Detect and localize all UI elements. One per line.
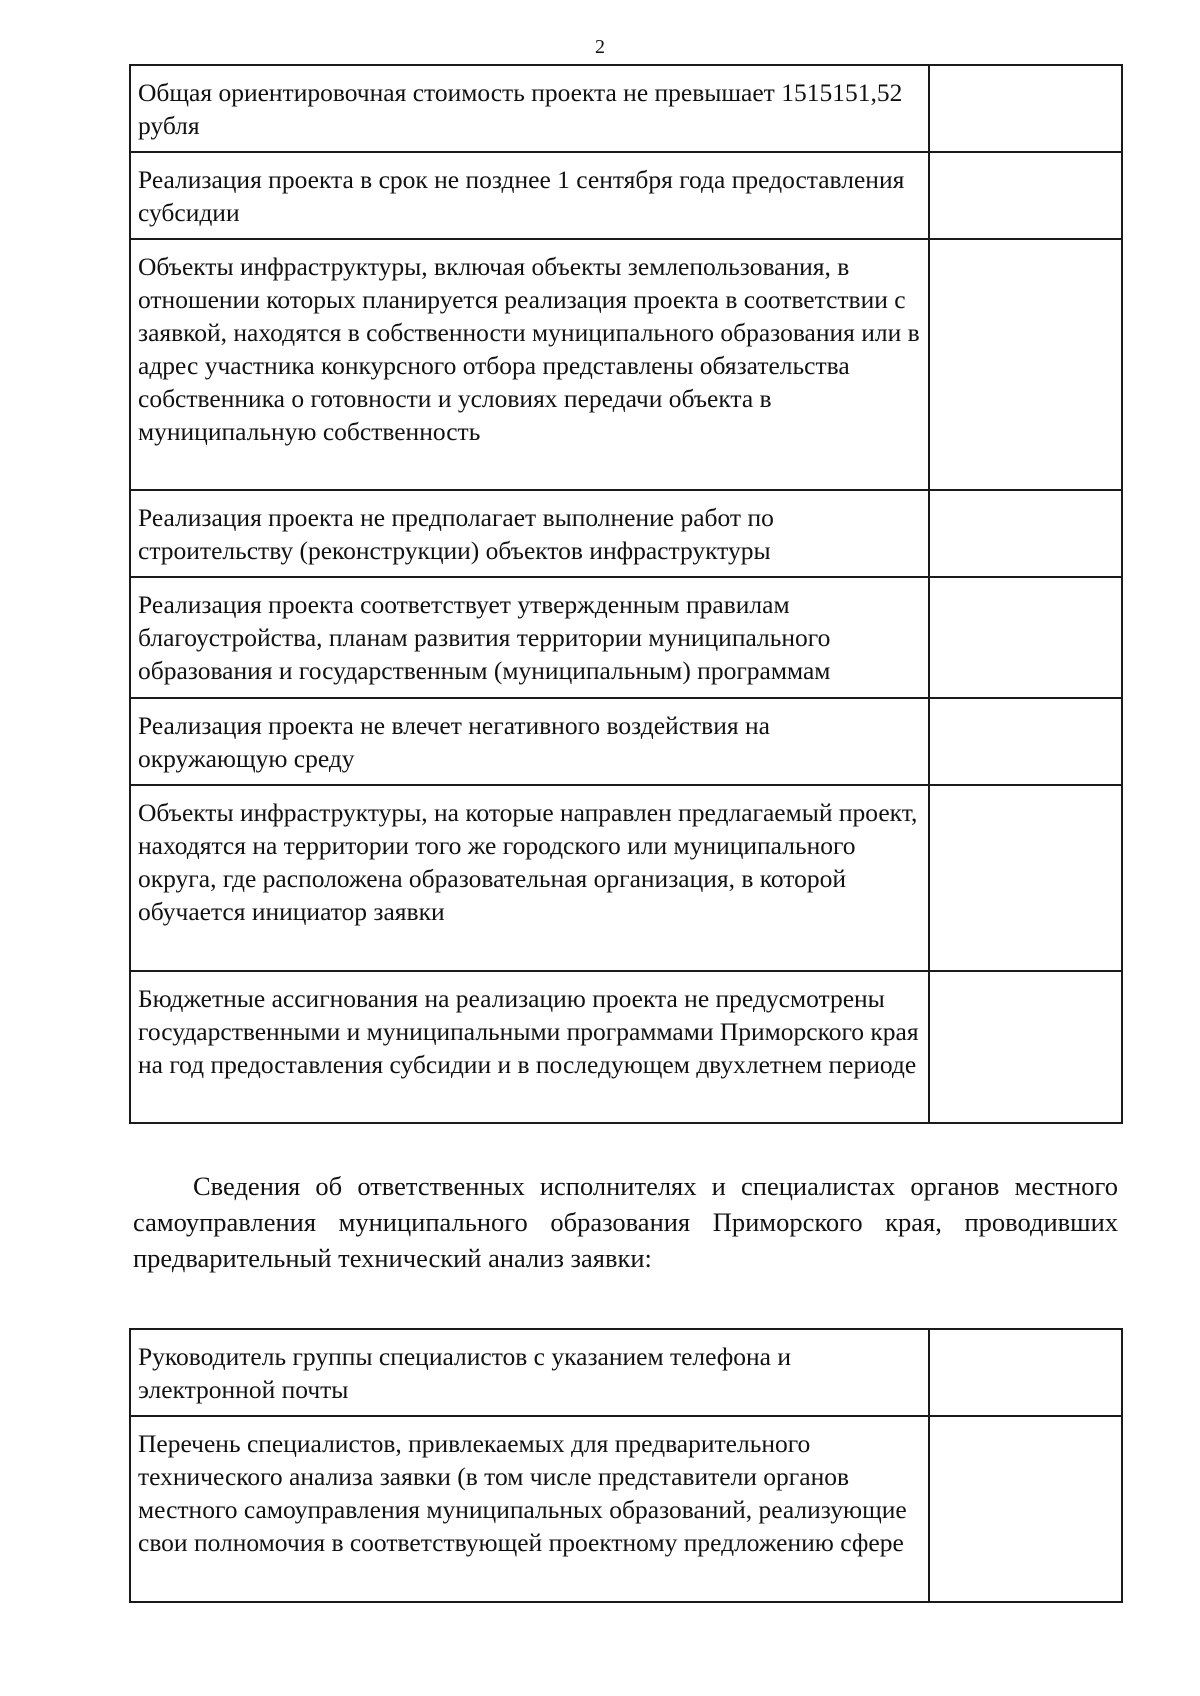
criterion-text: Объекты инфраструктуры, включая объекты землепользования, в отношении которых планируется реализация проекта в соответствии с заявкой, находятся в собственности муниципального образования или в адрес участника конкурсного отбора представлены обязательства собственника о готовности и условиях передачи объекта в муниципальную собственность bbox=[130, 239, 929, 490]
criterion-mark-cell[interactable] bbox=[929, 698, 1122, 785]
table-row bbox=[130, 698, 1122, 785]
table-row bbox=[130, 1416, 1122, 1602]
criterion-mark-cell[interactable] bbox=[929, 152, 1122, 239]
table-row bbox=[130, 1329, 1122, 1416]
specialists-table bbox=[129, 1328, 1123, 1603]
specialist-value-cell[interactable] bbox=[929, 1329, 1122, 1416]
criterion-text: Объекты инфраструктуры, на которые направлен предлагаемый проект, находятся на территории того же городского или муниципального округа, где расположена образовательная организация, в которой обучается инициатор заявки bbox=[130, 785, 929, 971]
table-row bbox=[130, 65, 1122, 152]
criterion-mark-cell[interactable] bbox=[929, 490, 1122, 577]
criterion-mark-cell[interactable] bbox=[929, 971, 1122, 1123]
criterion-text: Реализация проекта в срок не позднее 1 сентября года предоставления субсидии bbox=[130, 152, 929, 239]
criterion-text: Реализация проекта не влечет негативного воздействия на окружающую среду bbox=[130, 698, 929, 785]
criteria-table bbox=[129, 64, 1123, 1124]
table-row bbox=[130, 239, 1122, 490]
table-row bbox=[130, 490, 1122, 577]
specialist-text: Перечень специалистов, привлекаемых для предварительного технического анализа заявки (в том числе представители органов местного самоуправления муниципальных образований, реализующие свои полномочия в соответствующей проектному предложению сфере bbox=[130, 1416, 929, 1602]
responsible-persons-paragraph: Сведения об ответственных исполнителях и специалистах органов местного самоуправления муниципального образования Приморского края, проводивших предварительный технический анализ заявки: bbox=[133, 1171, 1118, 1273]
specialist-value-cell[interactable] bbox=[929, 1416, 1122, 1602]
criterion-text: Бюджетные ассигнования на реализацию проекта не предусмотрены государственными и муниципальными программами Приморского края на год предоставления субсидии и в последующем двухлетнем периоде bbox=[130, 971, 929, 1123]
criterion-mark-cell[interactable] bbox=[929, 65, 1122, 152]
specialist-text: Руководитель группы специалистов с указанием телефона и электронной почты bbox=[130, 1329, 929, 1416]
table-row bbox=[130, 971, 1122, 1123]
table-row bbox=[130, 785, 1122, 971]
criterion-text: Реализация проекта соответствует утвержденным правилам благоустройства, планам развития территории муниципального образования и государственным (муниципальным) программам bbox=[130, 577, 929, 698]
criterion-text: Реализация проекта не предполагает выполнение работ по строительству (реконструкции) объектов инфраструктуры bbox=[130, 490, 929, 577]
criterion-mark-cell[interactable] bbox=[929, 577, 1122, 698]
criterion-text: Общая ориентировочная стоимость проекта не превышает 1515151,52 рубля bbox=[130, 65, 929, 152]
page-number: 2 bbox=[595, 36, 605, 58]
table-row bbox=[130, 577, 1122, 698]
criterion-mark-cell[interactable] bbox=[929, 785, 1122, 971]
table-row bbox=[130, 152, 1122, 239]
criterion-mark-cell[interactable] bbox=[929, 239, 1122, 490]
